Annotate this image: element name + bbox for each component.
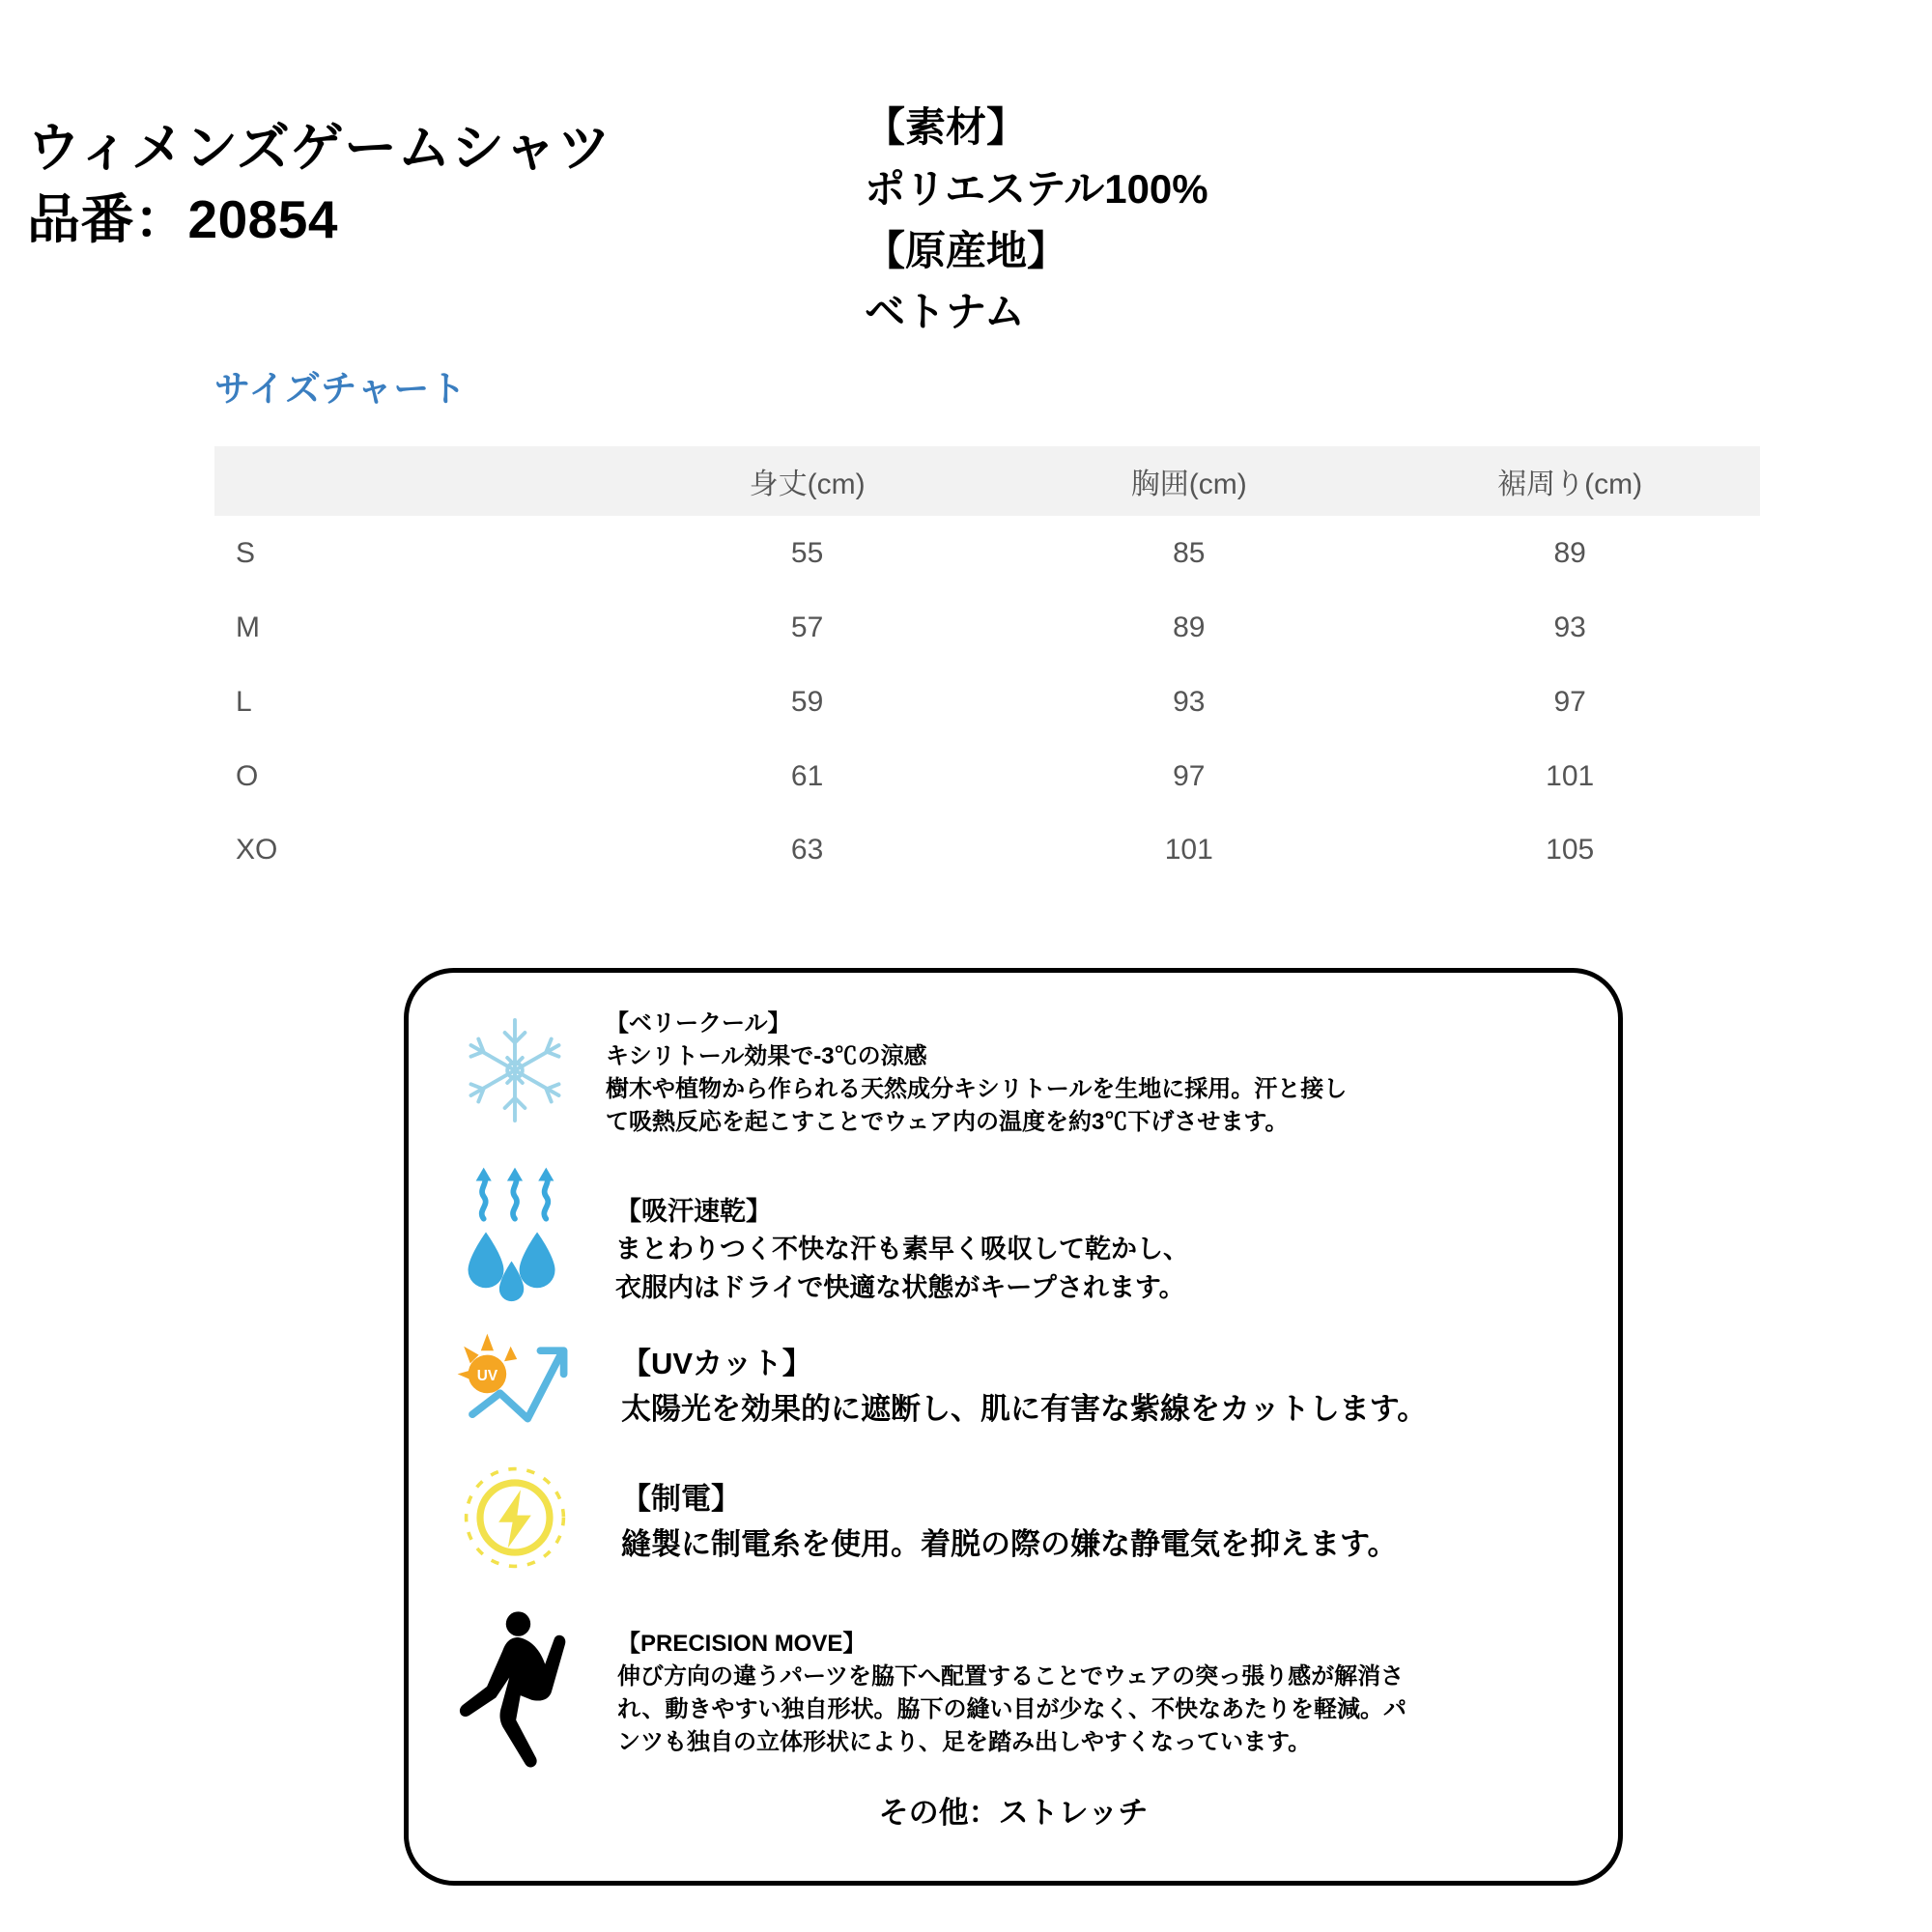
table-row xyxy=(214,590,1760,665)
cell-chest: 89 xyxy=(1173,611,1206,643)
feature-box xyxy=(404,968,1623,1886)
feature-footer-note: その他：ストレッチ xyxy=(878,1796,1149,1830)
cell-length: 57 xyxy=(790,611,824,643)
cell-chest: 97 xyxy=(1173,759,1206,792)
material-label: 【素材】 xyxy=(865,104,1028,150)
svg-text:UV: UV xyxy=(476,1368,498,1384)
cell-length: 61 xyxy=(790,759,824,792)
list-item xyxy=(409,1595,1618,1778)
anti-static-icon xyxy=(438,1460,592,1576)
material-value: ポリエステル100% xyxy=(865,165,1208,212)
cell-hem: 105 xyxy=(1546,834,1595,866)
column-header-length: 身丈(cm) xyxy=(616,446,998,516)
uv-cut-icon xyxy=(438,1322,592,1438)
table-row xyxy=(214,665,1760,739)
feature-body-line: れ、動きやすい独自形状。脇下の縫い目が少なく、不快なあたりを軽減。パ xyxy=(617,1696,1406,1723)
cell-hem: 89 xyxy=(1553,536,1586,569)
moisture-wicking-icon xyxy=(438,1158,592,1313)
cell-size: L xyxy=(236,685,252,718)
cell-size: XO xyxy=(236,834,278,866)
feature-body-line: 縫製に制電糸を使用。着脱の際の嫌な静電気を抑えます。 xyxy=(621,1526,1398,1561)
feature-title: 【制電】 xyxy=(621,1482,741,1516)
column-header-hem: 裾周り(cm) xyxy=(1379,446,1760,516)
feature-body-line: て吸熱反応を起こすことでウェア内の温度を約3℃下げさせます。 xyxy=(606,1109,1289,1136)
feature-body-line: 樹木や植物から作られる天然成分キシリトールを生地に採用。汗と接し xyxy=(606,1076,1348,1103)
table-header-row xyxy=(214,446,1760,516)
size-chart-head xyxy=(214,446,1760,516)
material-origin-block xyxy=(865,97,1463,343)
list-item xyxy=(409,1322,1618,1438)
feature-text xyxy=(592,1322,1585,1432)
feature-title: 【PRECISION MOVE】 xyxy=(617,1631,867,1657)
cell-chest: 85 xyxy=(1173,536,1206,569)
size-chart-table-wrap xyxy=(214,446,1760,921)
page-title: ウィメンズゲームシャツ xyxy=(27,118,611,178)
feature-text xyxy=(592,998,1585,1139)
size-chart-table xyxy=(214,446,1760,888)
feature-title: 【ベリークール】 xyxy=(606,1010,791,1037)
cell-chest: 101 xyxy=(1164,834,1213,866)
snowflake-icon xyxy=(438,998,592,1143)
cell-hem: 97 xyxy=(1553,685,1586,718)
feature-body-line: 太陽光を効果的に遮断し、肌に有害な紫線をカットします。 xyxy=(621,1391,1428,1426)
table-bottom-spacer xyxy=(214,888,1760,921)
list-item xyxy=(409,1460,1618,1576)
product-code: 品番：20854 xyxy=(27,189,338,250)
column-header-size xyxy=(214,446,616,516)
feature-body-line: ンツも独自の立体形状により、足を踏み出しやすくなっています。 xyxy=(617,1729,1312,1756)
column-header-chest: 胸囲(cm) xyxy=(998,446,1379,516)
feature-title: 【UVカット】 xyxy=(621,1347,812,1380)
cell-size: M xyxy=(236,611,260,643)
feature-title: 【吸汗速乾】 xyxy=(615,1197,772,1226)
table-row xyxy=(214,516,1760,590)
size-chart-heading: サイズチャート xyxy=(214,369,468,409)
feature-list xyxy=(409,998,1618,1832)
origin-label: 【原産地】 xyxy=(865,227,1068,273)
cell-length: 63 xyxy=(790,834,824,866)
cell-length: 59 xyxy=(790,685,824,718)
feature-body-line: 伸び方向の違うパーツを脇下へ配置することでウェアの突っ張り感が解消さ xyxy=(617,1663,1405,1690)
feature-text xyxy=(592,1460,1585,1567)
title-block xyxy=(27,114,838,254)
cell-size: O xyxy=(236,759,259,792)
list-item xyxy=(409,998,1618,1143)
table-row xyxy=(214,739,1760,813)
feature-text xyxy=(592,1158,1585,1308)
cell-hem: 101 xyxy=(1546,759,1595,792)
origin-value: ベトナム xyxy=(865,289,1025,335)
cell-hem: 93 xyxy=(1553,611,1586,643)
size-chart-body xyxy=(214,516,1760,888)
cell-size: S xyxy=(236,536,256,569)
list-item xyxy=(409,1158,1618,1313)
cell-length: 55 xyxy=(790,536,824,569)
feature-body-line: 衣服内はドライで快適な状態がキープされます。 xyxy=(615,1272,1185,1302)
feature-body-line: キシリトール効果で-3℃の涼感 xyxy=(606,1043,927,1070)
precision-move-icon xyxy=(438,1595,592,1778)
table-row xyxy=(214,813,1760,888)
cell-chest: 93 xyxy=(1173,685,1206,718)
feature-body-line: まとわりつく不快な汗も素早く吸収して乾かし、 xyxy=(615,1235,1189,1264)
feature-text xyxy=(592,1595,1585,1759)
